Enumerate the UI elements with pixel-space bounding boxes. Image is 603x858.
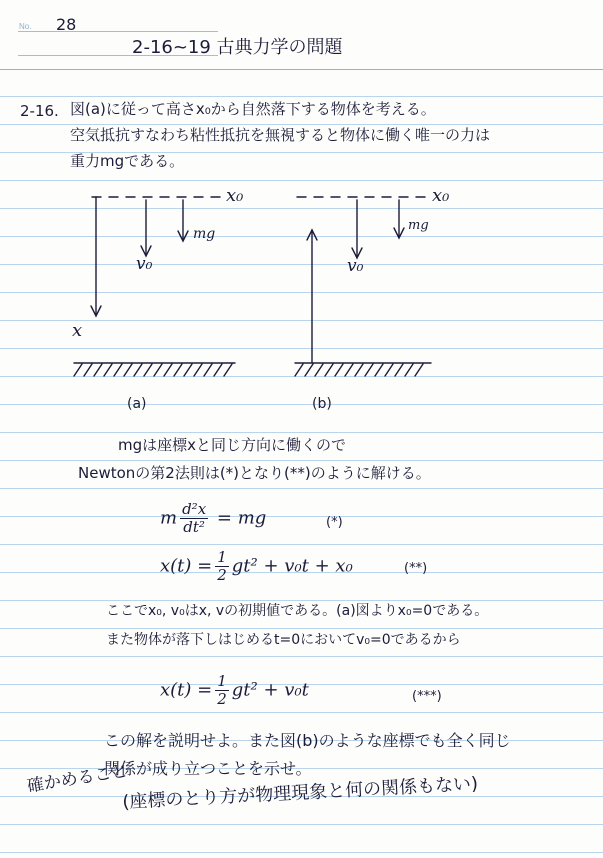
eq3-denominator: 2 (217, 690, 227, 708)
eq3-half-fraction (215, 674, 229, 707)
eq1-derivative-fraction (180, 502, 208, 535)
figure-b-ground-hatch (295, 364, 423, 376)
eq1-rhs: = mg (216, 507, 267, 529)
figure-b-diagram (285, 185, 485, 385)
answer-note: (座標のとり方が物理現象と何の関係もない) (121, 773, 479, 813)
figure-a-x-label: x (72, 320, 83, 341)
eq1-numerator: d²x (182, 500, 207, 518)
eq2-rhs: gt² + v₀t + x₀ (231, 555, 353, 577)
statement-line-3: 重力mgである。 (70, 152, 185, 170)
eq2-lhs: x(t) = (160, 555, 213, 577)
figure-a-mg-label: mg (193, 226, 216, 242)
page-number: 28 (56, 15, 77, 34)
eq2-tag: (**) (404, 561, 428, 576)
figure-a-v0-label: v₀ (136, 254, 153, 274)
header-no-line (18, 31, 218, 32)
figure-a-diagram (60, 185, 260, 385)
figure-b-x0-label: x₀ (432, 185, 450, 206)
figure-b-mg-label: mg (408, 218, 429, 233)
problem-number: 2-16. (20, 102, 59, 120)
margin-note: 確かめること (25, 761, 130, 797)
eq1-tag: (*) (326, 515, 343, 530)
eq3-numerator: 1 (217, 672, 227, 690)
explanation-line-2: Newtonの第2法則は(*)となり(**)のように解ける。 (78, 464, 431, 482)
eq3-lhs: x(t) = (160, 679, 213, 701)
statement-line-1: 図(a)に従って高さx₀から自然落下する物体を考える。 (70, 100, 436, 118)
figure-a-ground-hatch (74, 364, 232, 376)
statement-line-2: 空気抵抗すなわち粘性抵抗を無視すると物体に働く唯一の力は (70, 126, 491, 144)
eq2-denominator: 2 (217, 566, 227, 584)
page-title: 2-16~19 古典力学の問題 (132, 37, 343, 58)
explanation-line-1: mgは座標xと同じ方向に働くので (118, 436, 347, 454)
figure-a-caption: (a) (127, 396, 147, 412)
figure-b-caption: (b) (312, 396, 332, 412)
figure-a-x0-label: x₀ (226, 185, 244, 206)
task-line-2: 関係が成り立つことを示せ。 (104, 759, 312, 778)
note-line-2: また物体が落下しはじめるt=0においてv₀=0であるから (106, 632, 461, 648)
page-header (0, 0, 603, 70)
eq3-tag: (***) (412, 689, 442, 704)
eq3-rhs: gt² + v₀t (231, 679, 309, 701)
note-line-1: ここでx₀, v₀はx, vの初期値である。(a)図よりx₀=0である。 (106, 603, 489, 619)
no-label: No. (19, 22, 32, 31)
task-line-1: この解を説明せよ。また図(b)のような座標でも全く同じ (104, 731, 511, 750)
eq1-denominator: dt² (183, 518, 205, 536)
eq2-half-fraction (215, 550, 229, 583)
eq2-numerator: 1 (217, 548, 227, 566)
equation-general-solution (160, 550, 353, 583)
figure-b-v0-label: v₀ (347, 256, 364, 276)
eq1-mass: m (160, 507, 178, 529)
equation-particular-solution (160, 674, 309, 707)
equation-newton-second-law (160, 502, 266, 535)
